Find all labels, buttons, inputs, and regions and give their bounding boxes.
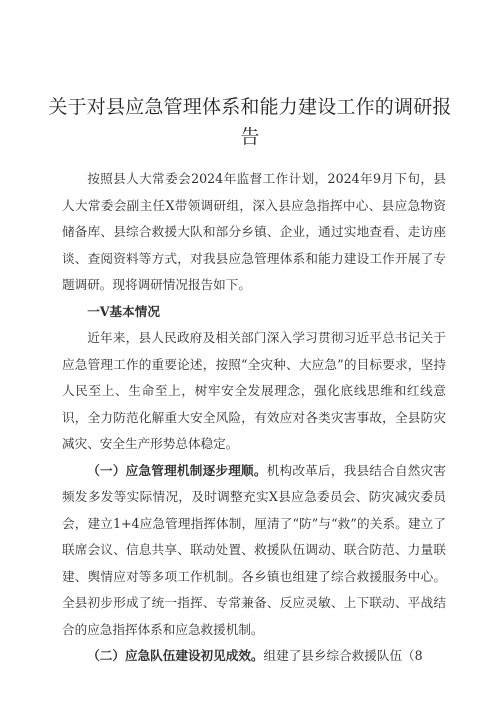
document-body	[62, 166, 446, 670]
section-heading-text: 一V基本情况	[87, 303, 160, 319]
paragraph-team-building	[62, 643, 446, 670]
section-heading-basic-situation	[62, 299, 446, 326]
paragraph-intro	[62, 166, 446, 299]
subsection-lead: （一）应急管理机制逐步理顺。	[87, 462, 267, 478]
paragraph-overview	[62, 325, 446, 458]
paragraph-text: 机构改革后，我县结合自然灾害频发多发等实际情况，及时调整充实X县应急委员会、防灾减灾委员会，建立1+4应急管理指挥体制，厘清了“防”与“救”的关系。建立了联席会议、信息共享、联动处置、救援队伍调动、联合防范、力量联建、舆情应对等多项工作机制。各乡镇也组建了综合救援服务中心。全县初步形成了统一指挥、专常兼备、反应灵敏、上下联动、平战结合的应急指挥体系和应急救援机制。	[62, 462, 447, 637]
subsection-lead: （二）应急队伍建设初见成效。	[87, 648, 264, 663]
document-title: 关于对县应急管理体系和能力建设工作的调研报告	[48, 96, 452, 148]
paragraph-text: 近年来，县人民政府及相关部门深入学习贯彻习近平总书记关于应急管理工作的重要论述，按照“全灾种、大应急”的目标要求，坚持人民至上、生命至上，树牢安全发展理念，强化底线思维和红线意识，全力防范化解重大安全风险，有效应对各类灾害事故，全县防灾减灾、安全生产形势总体稳定。	[62, 330, 446, 451]
paragraph-mechanism	[62, 458, 446, 644]
paragraph-text: 组建了县乡综合救援队伍（8	[263, 648, 423, 663]
paragraph-text: 按照县人大常委会2024年监督工作计划，2024年9月下旬，县人大常委会副主任X带领调研组，深入县应急指挥中心、县应急物资储备库、县综合救援大队和部分乡镇、企业，通过实地查看、走访座谈、查阅资料等方式，对我县应急管理体系和能力建设工作开展了专题调研。现将调研情况报告如下。	[62, 171, 446, 292]
